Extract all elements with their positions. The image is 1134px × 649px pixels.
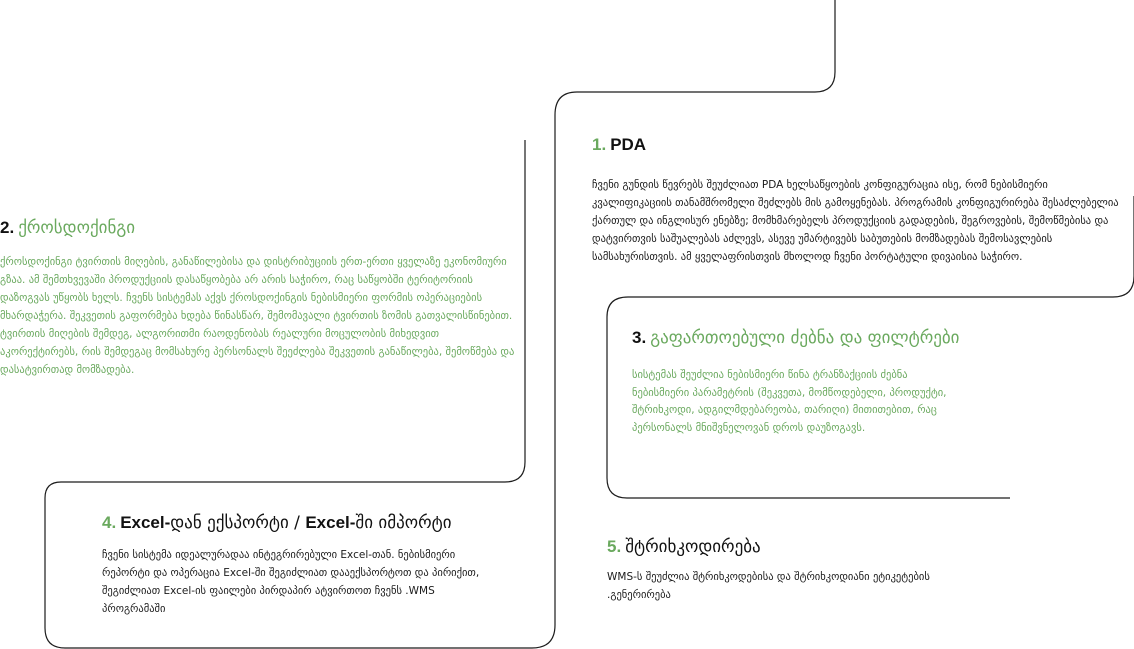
section-excel-title: 4. Excel-დან ექსპორტი / Excel-ში იმპორტი	[102, 513, 452, 533]
section-pda-title: 1. PDA	[592, 135, 647, 154]
section-advanced-search-body: სისტემას შეუძლია ნებისმიერი წინა ტრანზაქციის ძებნა ნებისმიერი პარამეტრის (შეკვეთა, მომწოდებელი, პროდუქტი, შტრიხკოდი, ადგილმდებარეობა, თარიღი) მითითებით, რაც პერსონალს მნიშვნელოვან დროს დაუზოგავს.	[632, 369, 947, 434]
section-excel	[102, 512, 497, 618]
section-number: 4.	[102, 513, 117, 532]
section-number: 1.	[592, 135, 607, 154]
section-barcoding	[607, 536, 987, 604]
section-number: 5.	[607, 537, 622, 556]
section-crossdocking-title: 2. ქროსდოქინგი	[0, 218, 136, 238]
section-barcoding-title: 5. შტრიხკოდირება	[607, 537, 761, 557]
section-crossdocking	[0, 217, 515, 379]
section-crossdocking-body: ქროსდოქინგი ტვირთის მიღების, განაწილებისა და დისტრიბუციის ერთ-ერთი ყველაზე ეკონომიური გზაა. ამ შემთხვევაში პროდუქციის დასაწყობება არ არის საჭირო, რაც საწყობში ტერიტორიის დაზოგვას უწყობს ხელს. ჩვენს სისტემას აქვს ქროსდოქინგის ნებისმიერი ფორმის ოპერაციების მხარდაჭერა. შეკვეთის გაფორმება ხდება წინასწარ, შემომავალი ტვირთის ზომის გათვალისწინებით. ტვირთის მიღების შემდეგ, ალგორითმი რაოდენობას რეალური მოცულობის მიხედვით აკორექტირებს, რის შემდეგაც მომსახურე პერსონალს შეეძლება შეკვეთის განაწილება, შემოწმება და დასატვირთად მომზადება.	[0, 256, 515, 376]
section-barcoding-body: WMS-ს შეუძლია შტრიხკოდებისა და შტრიხკოდიანი ეტიკეტების .გენერირება	[607, 571, 930, 601]
section-advanced-search	[632, 327, 962, 437]
section-pda	[592, 134, 1122, 266]
section-number: 2.	[0, 218, 15, 237]
section-excel-body: ჩვენი სისტემა იდეალურადაა ინტეგრირებული Excel-თან. ნებისმიერი რეპორტი და ოპერაცია Excel-ში შეგიძლიათ დააექსპორტოთ და პირიქით, შეგიძლიათ Excel-ის ფაილები პირდაპირ ატვირთოთ ჩვენს .WMS პროგრამაში	[102, 549, 480, 615]
section-advanced-search-title: 3. გაფართოებული ძებნა და ფილტრები	[632, 328, 960, 348]
section-number: 3.	[632, 328, 647, 347]
section-pda-body: ჩვენი გუნდის წევრებს შეუძლიათ PDA ხელსაწყოების კონფიგურაცია ისე, რომ ნებისმიერი კვალიფიკაციის თანამშრომელი შეძლებს მის გამოყენებას. პროგრამის კონფიგურირება შესაძლებელია ქართულ და ინგლისურ ენებზე; მომხმარებელს პროდუქციის გადადების, შეგროვების, შემოწმებისა და დატვირთვის საშუალებას აძლევს, ასევე უმარტივებს საბუთების მომზადებას შემოსავლების სამსახურისთვის. ამ ყველაფრისთვის მხოლოდ ჩვენი პორტატული დივაისია საჭირო.	[592, 179, 1119, 263]
